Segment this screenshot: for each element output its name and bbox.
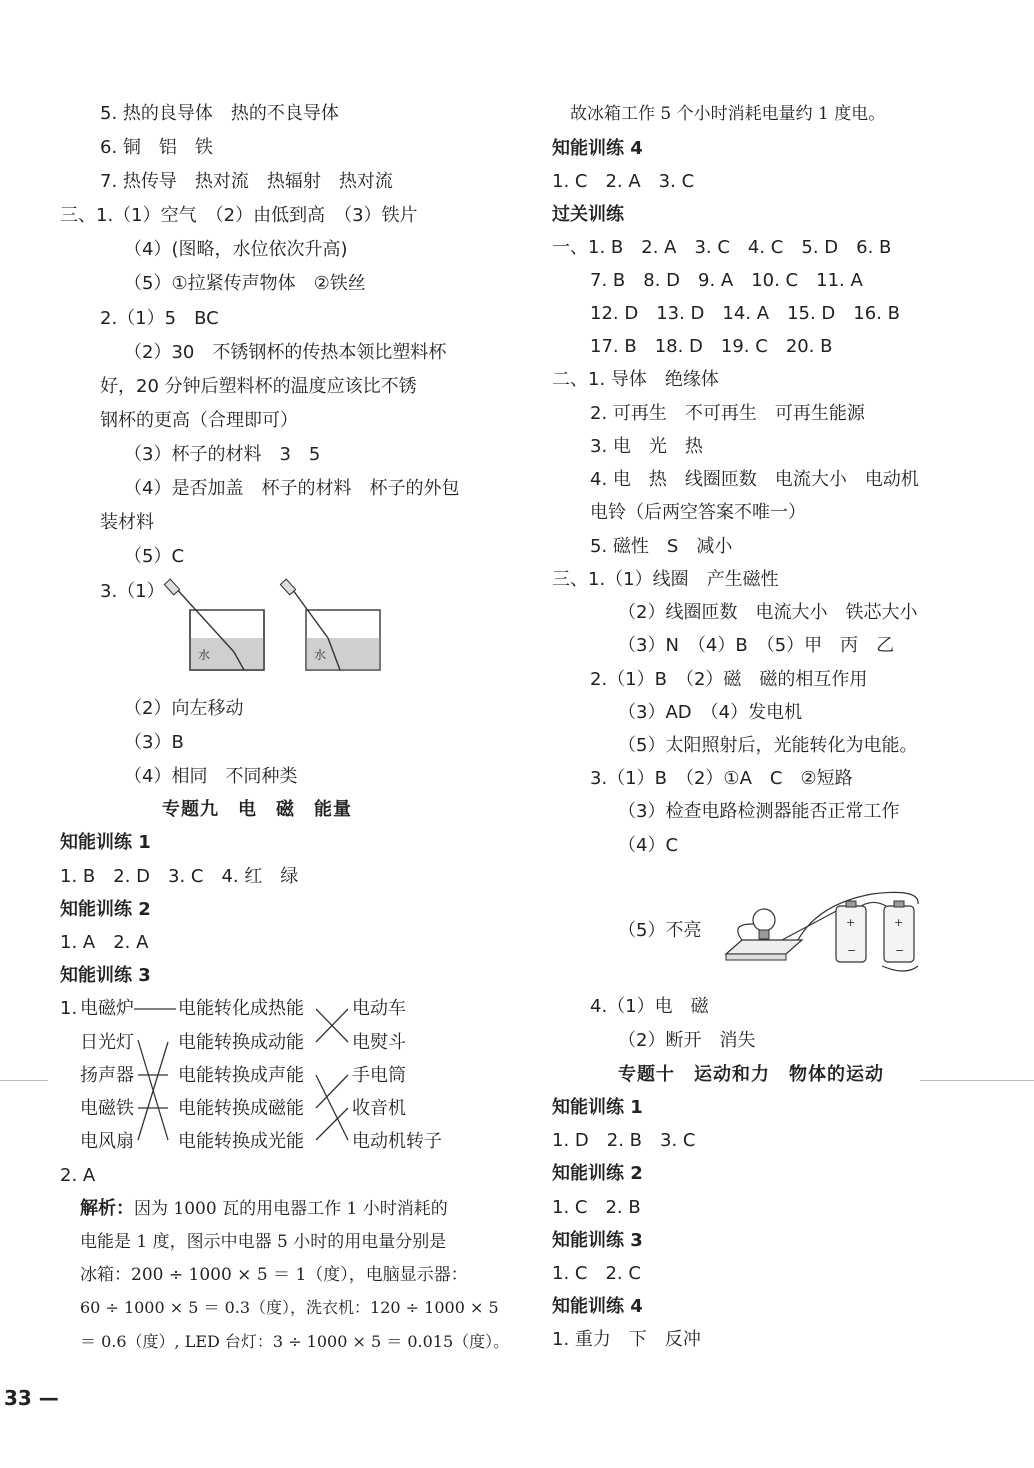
- answer-line: （5）太阳照射后，光能转化为电能。: [618, 735, 918, 756]
- answer-line: （4）相同 不同种类: [124, 766, 298, 787]
- conversion-item: 电能转换成光能: [178, 1131, 304, 1152]
- minus-sign-icon: −: [847, 944, 857, 957]
- page-number-text: 33: [4, 1386, 32, 1410]
- answer-line: 2.（1）5 BC: [100, 308, 219, 329]
- answer-line: （5）C: [124, 546, 185, 567]
- answer-line: 5. 磁性 S 减小: [590, 536, 733, 557]
- appliance-item: 电磁铁: [80, 1098, 134, 1119]
- answer-line: （2）向左移动: [124, 698, 244, 719]
- answer-line: （2）断开 消失: [618, 1030, 756, 1051]
- answer-line: 6. 铜 铝 铁: [100, 137, 213, 158]
- analysis-line: 60 ÷ 1000 × 5 ＝ 0.3（度），洗衣机：120 ÷ 1000 × 5: [80, 1298, 499, 1317]
- answer-line: 1. C 2. B: [552, 1197, 641, 1218]
- answer-line: 5. 热的良导体 热的不良导体: [100, 103, 339, 124]
- topic10-title: 专题十 运动和力 物体的运动: [618, 1064, 884, 1085]
- answer-line: 4.（1）电 磁: [590, 996, 709, 1017]
- section-heading: 知能训练 2: [552, 1163, 643, 1184]
- section-heading: 知能训练 2: [60, 899, 151, 920]
- answer-line: 装材料: [100, 512, 154, 533]
- section-heading: 过关训练: [552, 204, 624, 225]
- example-item: 电动车: [352, 998, 406, 1019]
- answer-line: 12. D 13. D 14. A 15. D 16. B: [590, 303, 900, 324]
- answer-line: 3. 电 光 热: [590, 436, 703, 457]
- answer-line: （3）AD （4）发电机: [618, 702, 803, 723]
- conversion-item: 电能转换成声能: [178, 1065, 304, 1086]
- analysis-label: 解析：: [80, 1198, 134, 1219]
- answer-line: （2）30 不锈钢杯的传热本领比塑料杯: [124, 342, 447, 363]
- answer-line: 三、1.（1）空气 （2）由低到高 （3）铁片: [60, 205, 418, 226]
- answer-line: 钢杯的更高（合理即可）: [100, 410, 298, 431]
- appliance-item: 日光灯: [80, 1032, 134, 1053]
- minus-sign-icon: −: [895, 944, 905, 957]
- section-heading: 知能训练 1: [60, 832, 151, 853]
- answer-line: （3）杯子的材料 3 5: [124, 444, 321, 465]
- answer-line: 1. D 2. B 3. C: [552, 1130, 696, 1151]
- answer-line: 7. 热传导 热对流 热辐射 热对流: [100, 171, 393, 192]
- circuit-diagram: [722, 884, 952, 978]
- conversion-item: 电能转换成磁能: [178, 1098, 304, 1119]
- answer-line: （3）检查电路检测器能否正常工作: [618, 801, 900, 822]
- answer-line: 3.（1）B （2）①A C ②短路: [590, 768, 853, 789]
- answer-line: （3）B: [124, 732, 184, 753]
- answer-line: 3.（1）: [100, 581, 165, 602]
- analysis-line: 冰箱：200 ÷ 1000 × 5 ＝ 1（度），电脑显示器：: [80, 1265, 468, 1285]
- answer-line: 1. C 2. A 3. C: [552, 171, 695, 192]
- answer-line: 2. A: [60, 1165, 96, 1186]
- answer-line: （4）C: [618, 835, 679, 856]
- answer-line: （3）N （4）B （5）甲 丙 乙: [618, 635, 895, 656]
- divider: [920, 1080, 1034, 1081]
- analysis-line: 电能是 1 度，图示中电器 5 小时的用电量分别是: [80, 1232, 447, 1252]
- page-number: 33 —: [4, 1386, 59, 1410]
- divider: [0, 1080, 48, 1081]
- answer-line: （2）线圈匝数 电流大小 铁芯大小: [618, 602, 918, 623]
- answer-line: 2.（1）B （2）磁 磁的相互作用: [590, 669, 868, 690]
- answer-line: 好，20 分钟后塑料杯的温度应该比不锈: [100, 376, 417, 397]
- answer-line: 1. B 2. D 3. C 4. 红 绿: [60, 866, 299, 887]
- analysis-line: ＝ 0.6（度）, LED 台灯：3 ÷ 1000 × 5 ＝ 0.015（度）。: [80, 1332, 510, 1351]
- answer-line: 1. A 2. A: [60, 932, 149, 953]
- plus-sign-icon: +: [894, 916, 904, 929]
- appliance-item: 电风扇: [80, 1131, 134, 1152]
- answer-line: （4）(图略，水位依次升高): [124, 239, 348, 260]
- conversion-item: 电能转换成动能: [178, 1032, 304, 1053]
- water-label: 水: [314, 648, 327, 662]
- example-item: 收音机: [352, 1098, 406, 1119]
- example-item: 电动机转子: [352, 1131, 442, 1152]
- section-heading: 知能训练 4: [552, 138, 643, 159]
- appliance-item: 电磁炉: [80, 998, 134, 1019]
- matching-prefix: 1.: [60, 998, 78, 1019]
- answer-line: 7. B 8. D 9. A 10. C 11. A: [590, 270, 863, 291]
- answer-line: （5）①拉紧传声物体 ②铁丝: [124, 273, 366, 294]
- section-heading: 知能训练 1: [552, 1097, 643, 1118]
- example-item: 电熨斗: [352, 1032, 406, 1053]
- example-item: 手电筒: [352, 1065, 406, 1086]
- appliance-item: 扬声器: [80, 1065, 134, 1086]
- conversion-item: 电能转化成热能: [178, 998, 304, 1019]
- answer-line: （5）不亮: [618, 920, 702, 941]
- answer-line: （4）是否加盖 杯子的材料 杯子的外包: [124, 478, 460, 499]
- answer-line: 一、1. B 2. A 3. C 4. C 5. D 6. B: [552, 237, 892, 258]
- section-heading: 知能训练 4: [552, 1296, 643, 1317]
- answer-line: 电铃（后两空答案不唯一）: [590, 502, 806, 523]
- water-label: 水: [198, 648, 211, 662]
- section-heading: 知能训练 3: [552, 1230, 643, 1251]
- answer-line: 1. 重力 下 反冲: [552, 1329, 701, 1350]
- answer-line: 三、1.（1）线圈 产生磁性: [552, 569, 779, 590]
- topic9-title: 专题九 电 磁 能量: [162, 799, 352, 820]
- answer-line: 故冰箱工作 5 个小时消耗电量约 1 度电。: [570, 104, 886, 124]
- answer-line: 4. 电 热 线圈匝数 电流大小 电动机: [590, 469, 919, 490]
- answer-line: 1. C 2. C: [552, 1263, 641, 1284]
- answer-line: 17. B 18. D 19. C 20. B: [590, 336, 833, 357]
- section-heading: 知能训练 3: [60, 965, 151, 986]
- answer-line: 二、1. 导体 绝缘体: [552, 369, 719, 390]
- plus-sign-icon: +: [846, 916, 856, 929]
- answer-line: 2. 可再生 不可再生 可再生能源: [590, 403, 865, 424]
- analysis-line: 因为 1000 瓦的用电器工作 1 小时消耗的: [134, 1199, 448, 1219]
